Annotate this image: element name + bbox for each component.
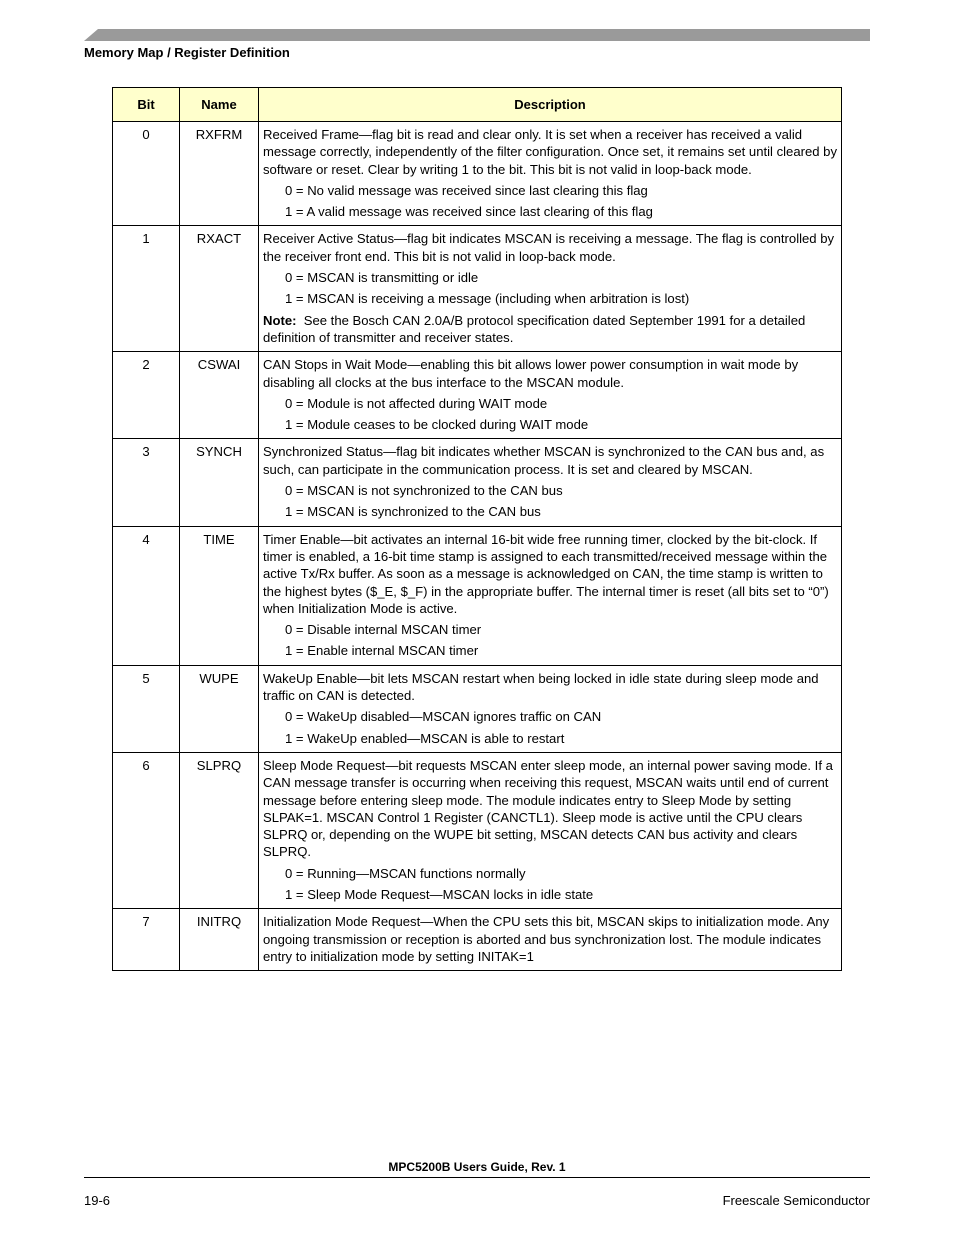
- field-value-option: 1 = Module ceases to be clocked during WAIT mode: [285, 417, 589, 433]
- field-value-option: 0 = Disable internal MSCAN timer: [285, 622, 482, 638]
- footer-divider: [84, 1177, 870, 1178]
- bit-number: 7: [113, 909, 180, 971]
- field-name: INITRQ: [180, 909, 259, 971]
- company-name: Freescale Semiconductor: [722, 1193, 870, 1208]
- field-description-cell: [259, 752, 842, 908]
- field-note: [263, 312, 837, 347]
- bit-number: 0: [113, 122, 180, 226]
- bit-number: 1: [113, 226, 180, 352]
- field-name: TIME: [180, 526, 259, 665]
- field-name: SLPRQ: [180, 752, 259, 908]
- field-name: WUPE: [180, 665, 259, 752]
- field-value-option: 1 = A valid message was received since last clearing of this flag: [285, 204, 653, 220]
- field-description: Initialization Mode Request—When the CPU sets this bit, MSCAN skips to initialization mode. Any ongoing transmission or reception is aborted and bus synchronization lost. The module indicates entry to initialization mode by setting INITAK=1: [263, 914, 830, 964]
- bit-number: 3: [113, 439, 180, 526]
- bit-number: 4: [113, 526, 180, 665]
- table-row: [113, 226, 842, 352]
- note-text: See the Bosch CAN 2.0A/B protocol specification dated September 1991 for a detailed definition of transmitter and receiver states.: [263, 312, 806, 345]
- field-name: SYNCH: [180, 439, 259, 526]
- field-description-cell: [259, 352, 842, 439]
- field-description-cell: [259, 665, 842, 752]
- footer-doc-title: MPC5200B Users Guide, Rev. 1: [388, 1160, 566, 1174]
- field-value-option: 0 = MSCAN is not synchronized to the CAN bus: [285, 483, 563, 499]
- field-value-option: 0 = Running—MSCAN functions normally: [285, 865, 526, 881]
- column-header-description: Description: [259, 88, 842, 122]
- table-row: [113, 122, 842, 226]
- field-description-cell: [259, 122, 842, 226]
- field-name: RXFRM: [180, 122, 259, 226]
- column-header-name: Name: [180, 88, 259, 122]
- table-body: [113, 122, 842, 971]
- field-description: CAN Stops in Wait Mode—enabling this bit allows lower power consumption in wait mode by disabling all clocks at the bus interface to the MSCAN module.: [263, 357, 799, 390]
- field-value-option: 1 = MSCAN is receiving a message (including when arbitration is lost): [285, 291, 690, 307]
- bit-number: 2: [113, 352, 180, 439]
- bit-number: 6: [113, 752, 180, 908]
- field-value-option: 0 = Module is not affected during WAIT mode: [285, 395, 548, 411]
- field-description: Received Frame—flag bit is read and clear only. It is set when a receiver has received a valid message correctly, independently of the filter configuration. Once set, it remains set until cleared by software or reset. Clear by writing 1 to the bit. This bit is not valid in loop-back mode.: [263, 127, 837, 177]
- field-description: Timer Enable—bit activates an internal 16-bit wide free running timer, clocked by the bit-clock. If timer is enabled, a 16-bit time stamp is assigned to each transmitted/received message within the active Tx/Rx buffer. As soon as a message is acknowledged on CAN, the time stamp is written to the highest bytes ($_E, $_F) in the appropriate buffer. The internal timer is reset (all bits set to “0”) when Initialization Mode is active.: [263, 531, 829, 616]
- table-row: [113, 352, 842, 439]
- field-description-cell: [259, 439, 842, 526]
- section-header: Memory Map / Register Definition: [84, 45, 290, 60]
- field-value-option: 0 = No valid message was received since last clearing this flag: [285, 182, 648, 198]
- field-value-option: 0 = WakeUp disabled—MSCAN ignores traffic on CAN: [285, 709, 602, 725]
- table-row: [113, 909, 842, 971]
- field-description: WakeUp Enable—bit lets MSCAN restart when being locked in idle state during sleep mode and traffic on CAN is detected.: [263, 670, 819, 704]
- page-number: 19-6: [84, 1193, 111, 1208]
- field-value-option: 1 = Enable internal MSCAN timer: [285, 643, 479, 659]
- header-bar: [84, 29, 870, 41]
- field-value-option: 1 = WakeUp enabled—MSCAN is able to restart: [285, 730, 565, 746]
- field-description: Synchronized Status—flag bit indicates whether MSCAN is synchronized to the CAN bus and, as such, can participate in the communication process. It is set and cleared by MSCAN.: [263, 444, 825, 477]
- column-header-bit: Bit: [113, 88, 180, 122]
- field-description-cell: [259, 909, 842, 971]
- field-value-option: 1 = MSCAN is synchronized to the CAN bus: [285, 504, 541, 520]
- register-table: [112, 87, 842, 971]
- field-value-option: 1 = Sleep Mode Request—MSCAN locks in idle state: [285, 886, 594, 902]
- table-header-row: [113, 88, 842, 122]
- field-description: Receiver Active Status—flag bit indicates MSCAN is receiving a message. The flag is controlled by the receiver front end. This bit is not valid in loop-back mode.: [263, 231, 835, 264]
- bit-number: 5: [113, 665, 180, 752]
- field-description-cell: [259, 526, 842, 665]
- field-name: RXACT: [180, 226, 259, 352]
- table-row: [113, 439, 842, 526]
- table-row: [113, 665, 842, 752]
- table-row: [113, 526, 842, 665]
- field-value-option: 0 = MSCAN is transmitting or idle: [285, 270, 479, 286]
- field-description-cell: [259, 226, 842, 352]
- field-name: CSWAI: [180, 352, 259, 439]
- note-label: Note:: [263, 312, 297, 328]
- field-description: Sleep Mode Request—bit requests MSCAN enter sleep mode, an internal power saving mode. If a CAN message transfer is occurring when receiving this request, MSCAN waits until end of current message before entering sleep mode. The module indicates entry to Sleep Mode by setting SLPAK=1. MSCAN Control 1 Register (CANCTL1). Sleep mode is active until the CPU clears SLPRQ or, depending on the WUPE bit setting, MSCAN detects CAN bus activity and clears SLPRQ.: [263, 757, 833, 860]
- table-row: [113, 752, 842, 908]
